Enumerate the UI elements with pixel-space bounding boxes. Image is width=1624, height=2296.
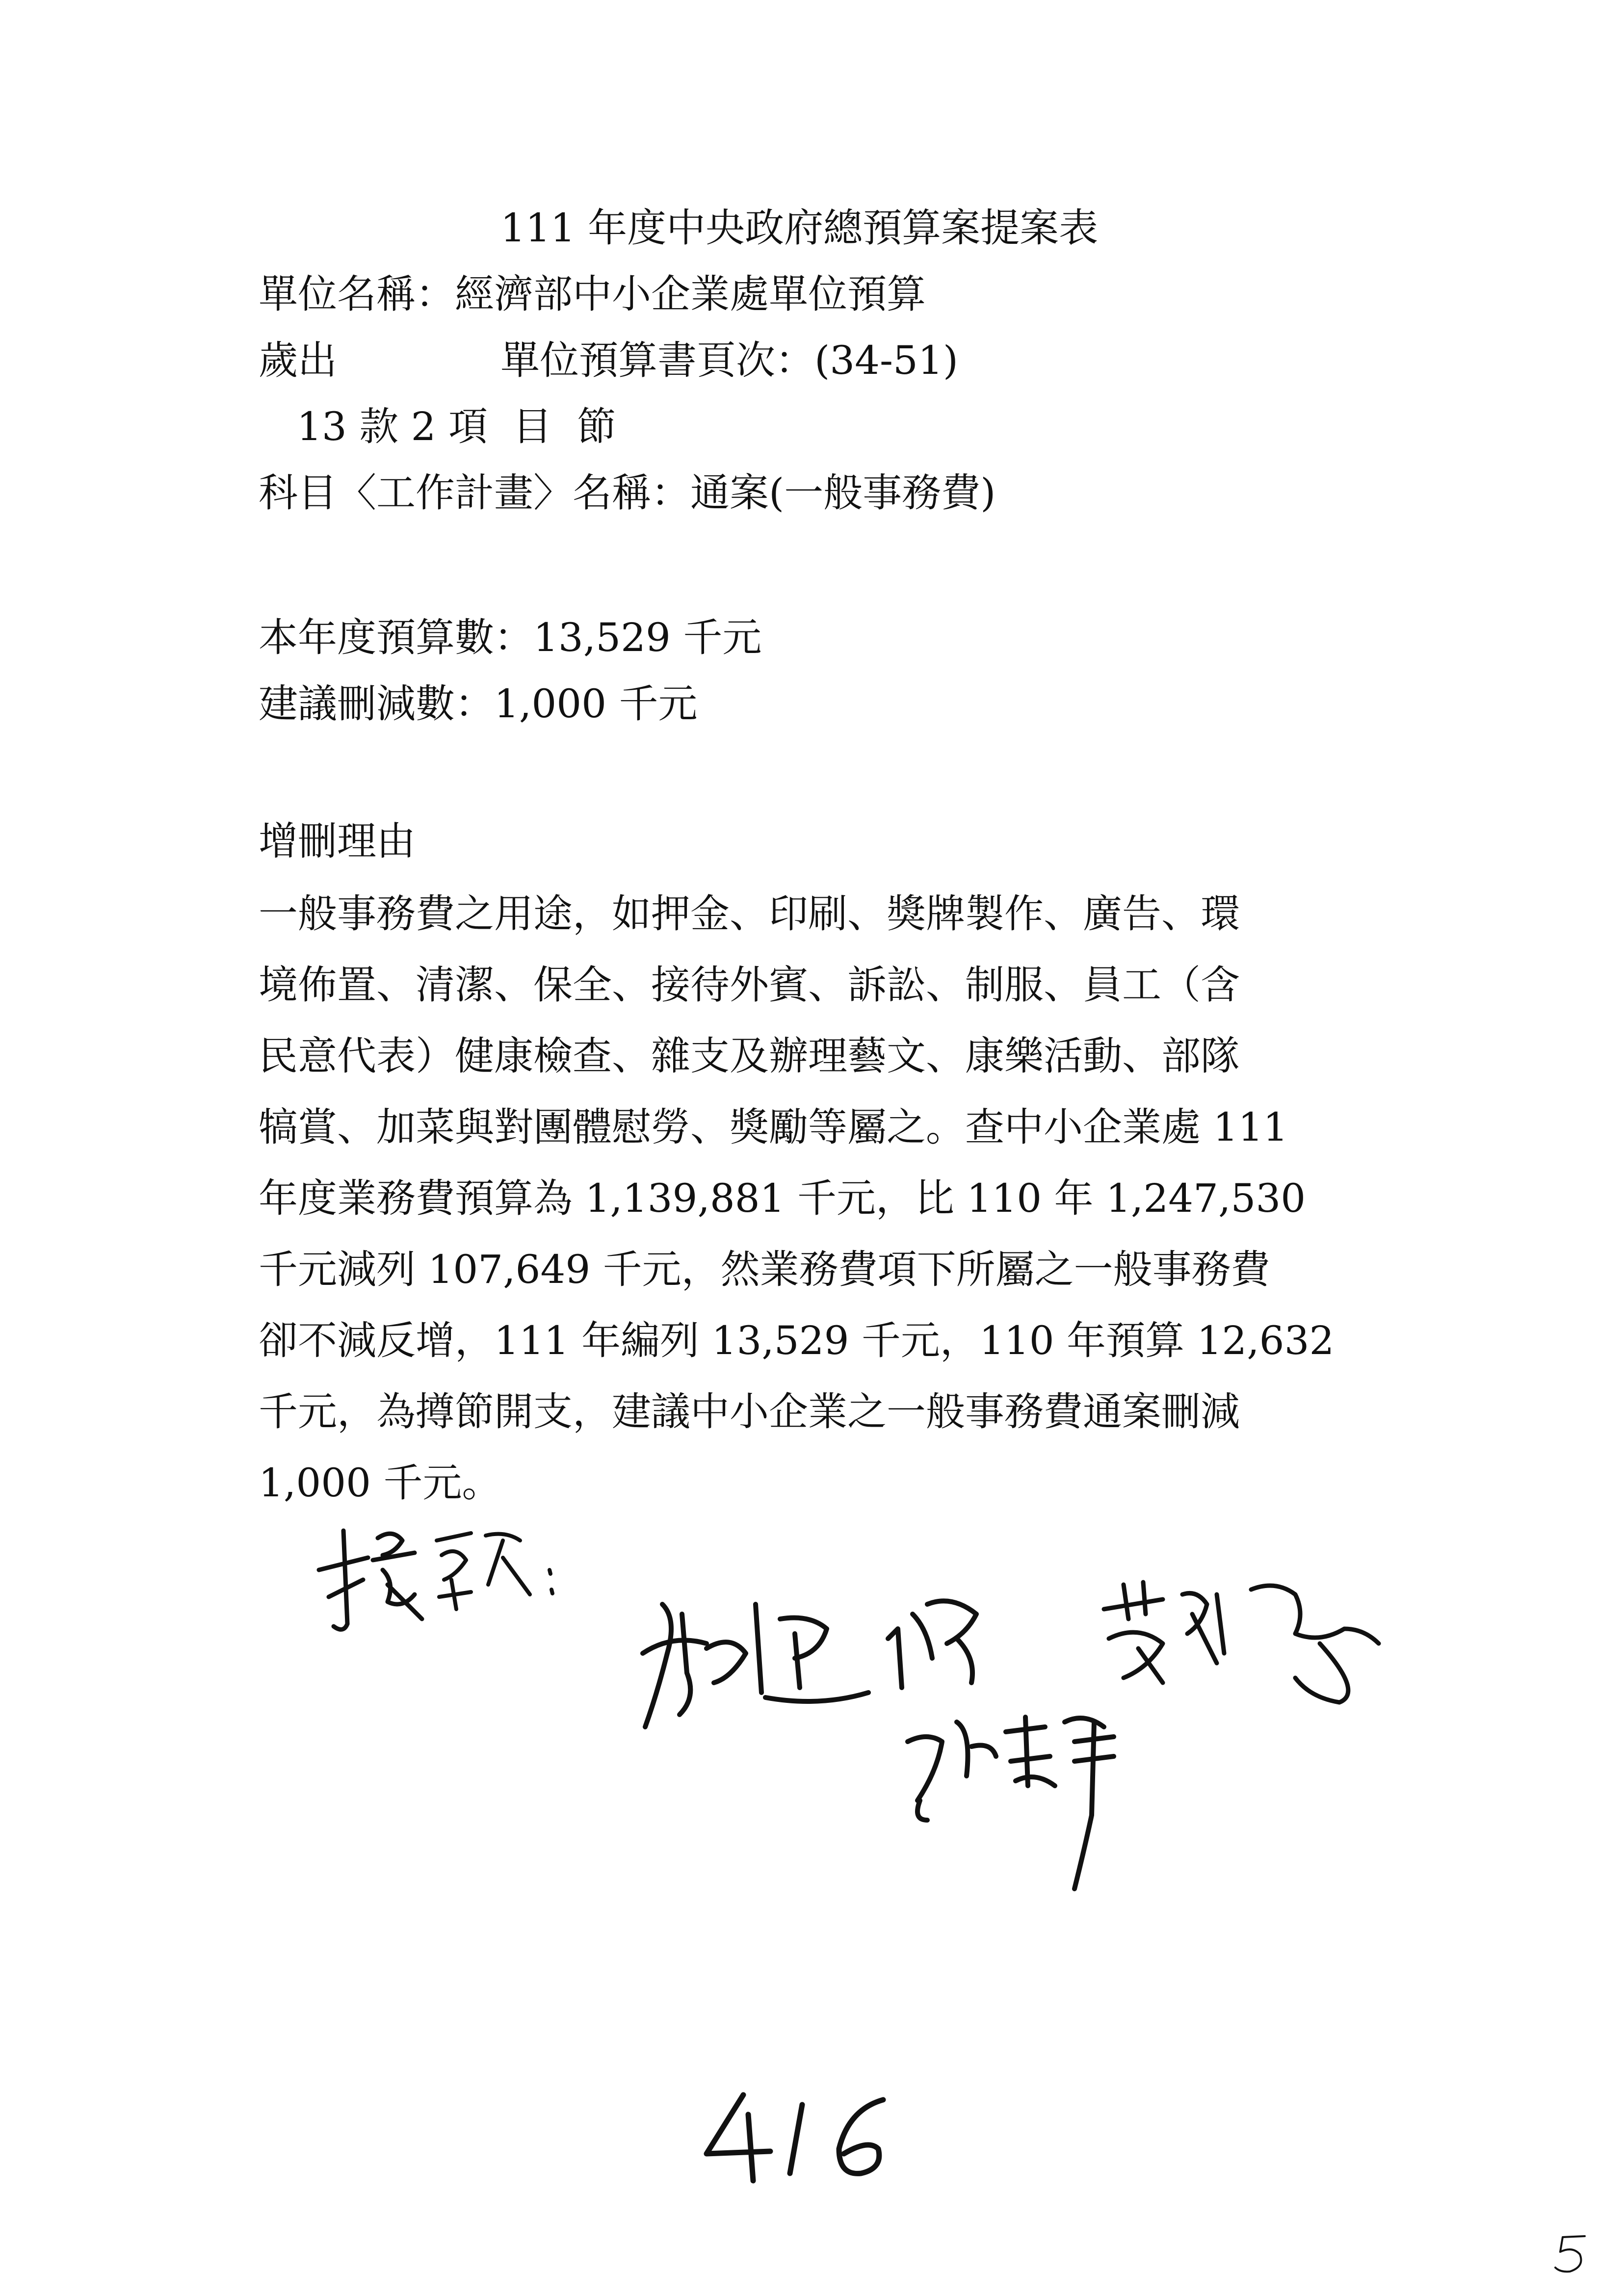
signature-3 bbox=[898, 1702, 1153, 1899]
reason-line: 一般事務費之用途，如押金、印刷、獎牌製作、廣告、環 bbox=[259, 891, 1240, 937]
category-label: 歲出 bbox=[259, 338, 337, 383]
reason-line: 民意代表）健康檢查、雜支及辦理藝文、康樂活動、部隊 bbox=[259, 1033, 1240, 1079]
reason-paragraph bbox=[259, 878, 1387, 1518]
reason-title: 增刪理由 bbox=[259, 818, 416, 864]
reason-line: 卻不減反增，111 年編列 13,529 千元，110 年預算 12,632 bbox=[259, 1318, 1335, 1363]
reason-line: 1,000 千元。 bbox=[259, 1460, 501, 1506]
signature-2 bbox=[1089, 1565, 1393, 1707]
budget-amount: 本年度預算數：13,529 千元 bbox=[259, 615, 762, 660]
reason-line: 犒賞、加菜與對團體慰勞、獎勵等屬之。查中小企業處 111 bbox=[259, 1104, 1288, 1150]
unit-name: 單位名稱：經濟部中小企業處單位預算 bbox=[259, 271, 926, 317]
form-title: 111 年度中央政府總預算案提案表 bbox=[500, 205, 1099, 251]
reason-line: 千元，為撙節開支，建議中小企業之一般事務費通案刪減 bbox=[259, 1389, 1240, 1435]
reason-line: 境佈置、清潔、保全、接待外賓、訴訟、制服、員工（含 bbox=[259, 962, 1240, 1008]
page-number-handwriting bbox=[697, 2085, 913, 2183]
subject-line: 科目〈工作計畫〉名稱：通案(一般事務費) bbox=[259, 470, 996, 516]
reason-line: 千元減列 107,649 千元，然業務費項下所屬之一般事務費 bbox=[259, 1247, 1270, 1292]
corner-mark-handwriting bbox=[1550, 2232, 1595, 2276]
section-line: 13 款 2 項 目 節 bbox=[297, 404, 616, 449]
reason-line: 年度業務費預算為 1,139,881 千元，比 110 年 1,247,530 bbox=[259, 1175, 1306, 1221]
proposed-cut: 建議刪減數：1,000 千元 bbox=[259, 681, 698, 727]
page-reference: 單位預算書頁次：(34-51) bbox=[500, 338, 959, 383]
proposer-label-handwriting bbox=[309, 1511, 584, 1639]
